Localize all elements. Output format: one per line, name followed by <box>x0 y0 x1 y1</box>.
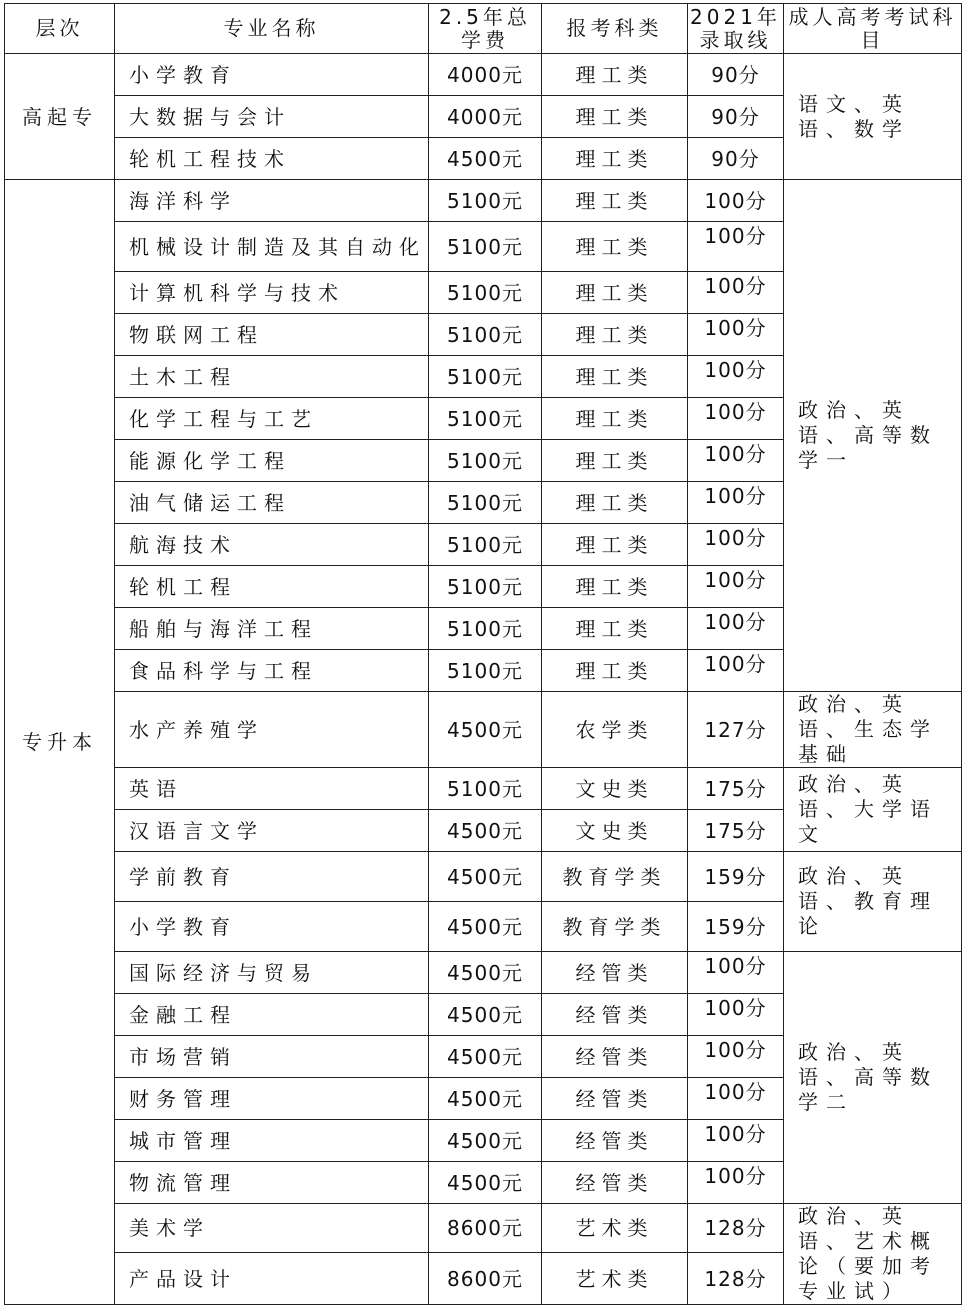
header-category: 报考科类 <box>542 4 688 54</box>
score-cell: 100分 <box>688 180 784 222</box>
fee-cell: 4500元 <box>429 692 542 768</box>
major-name-cell: 城市管理 <box>115 1120 429 1162</box>
admission-table <box>4 3 962 1305</box>
major-name-cell: 产品设计 <box>115 1253 429 1305</box>
category-cell: 经管类 <box>542 952 688 994</box>
score-cell: 175分 <box>688 768 784 810</box>
fee-cell: 5100元 <box>429 566 542 608</box>
major-name-cell: 化学工程与工艺 <box>115 398 429 440</box>
score-cell: 90分 <box>688 54 784 96</box>
score-cell: 100分 <box>688 952 784 994</box>
major-name-cell: 财务管理 <box>115 1078 429 1120</box>
score-cell: 90分 <box>688 138 784 180</box>
category-cell: 艺术类 <box>542 1204 688 1253</box>
category-cell: 理工类 <box>542 524 688 566</box>
category-cell: 经管类 <box>542 1036 688 1078</box>
table-row <box>5 952 962 994</box>
category-cell: 经管类 <box>542 994 688 1036</box>
fee-cell: 5100元 <box>429 398 542 440</box>
score-cell: 100分 <box>688 398 784 440</box>
category-cell: 教育学类 <box>542 902 688 952</box>
major-name-cell: 航海技术 <box>115 524 429 566</box>
major-name-cell: 大数据与会计 <box>115 96 429 138</box>
score-cell: 100分 <box>688 1120 784 1162</box>
major-name-cell: 英语 <box>115 768 429 810</box>
exam-subjects-cell: 语文、英语、数学 <box>784 54 962 180</box>
category-cell: 理工类 <box>542 566 688 608</box>
category-cell: 理工类 <box>542 398 688 440</box>
fee-cell: 5100元 <box>429 524 542 566</box>
major-name-cell: 能源化学工程 <box>115 440 429 482</box>
category-cell: 理工类 <box>542 650 688 692</box>
header-fee: 2.5年总学费 <box>429 4 542 54</box>
fee-cell: 4500元 <box>429 138 542 180</box>
category-cell: 理工类 <box>542 138 688 180</box>
score-cell: 100分 <box>688 356 784 398</box>
fee-cell: 4500元 <box>429 1162 542 1204</box>
major-name-cell: 轮机工程 <box>115 566 429 608</box>
category-cell: 农学类 <box>542 692 688 768</box>
category-cell: 经管类 <box>542 1120 688 1162</box>
fee-cell: 5100元 <box>429 650 542 692</box>
score-cell: 159分 <box>688 852 784 902</box>
header-score: 2021年录取线 <box>688 4 784 54</box>
score-cell: 100分 <box>688 524 784 566</box>
major-name-cell: 船舶与海洋工程 <box>115 608 429 650</box>
score-cell: 100分 <box>688 222 784 272</box>
fee-cell: 4500元 <box>429 994 542 1036</box>
major-name-cell: 市场营销 <box>115 1036 429 1078</box>
fee-cell: 5100元 <box>429 768 542 810</box>
fee-cell: 4500元 <box>429 1036 542 1078</box>
major-name-cell: 油气储运工程 <box>115 482 429 524</box>
score-cell: 159分 <box>688 902 784 952</box>
header-subjects: 成人高考考试科目 <box>784 4 962 54</box>
category-cell: 理工类 <box>542 180 688 222</box>
category-cell: 理工类 <box>542 356 688 398</box>
major-name-cell: 海洋科学 <box>115 180 429 222</box>
category-cell: 理工类 <box>542 608 688 650</box>
score-cell: 100分 <box>688 482 784 524</box>
fee-cell: 4500元 <box>429 852 542 902</box>
exam-subjects-cell: 政治、英语、高等数学二 <box>784 952 962 1204</box>
fee-cell: 5100元 <box>429 356 542 398</box>
category-cell: 文史类 <box>542 810 688 852</box>
fee-cell: 5100元 <box>429 180 542 222</box>
score-cell: 100分 <box>688 440 784 482</box>
major-name-cell: 机械设计制造及其自动化 <box>115 222 429 272</box>
header-row <box>5 4 962 54</box>
header-level: 层次 <box>5 4 115 54</box>
category-cell: 理工类 <box>542 222 688 272</box>
category-cell: 理工类 <box>542 96 688 138</box>
score-cell: 90分 <box>688 96 784 138</box>
category-cell: 经管类 <box>542 1078 688 1120</box>
major-name-cell: 食品科学与工程 <box>115 650 429 692</box>
major-name-cell: 轮机工程技术 <box>115 138 429 180</box>
major-name-cell: 物联网工程 <box>115 314 429 356</box>
fee-cell: 5100元 <box>429 608 542 650</box>
table-row <box>5 180 962 222</box>
table-row <box>5 852 962 902</box>
major-name-cell: 物流管理 <box>115 1162 429 1204</box>
major-name-cell: 汉语言文学 <box>115 810 429 852</box>
category-cell: 文史类 <box>542 768 688 810</box>
score-cell: 175分 <box>688 810 784 852</box>
category-cell: 艺术类 <box>542 1253 688 1305</box>
major-name-cell: 小学教育 <box>115 902 429 952</box>
exam-subjects-cell: 政治、英语、高等数学一 <box>784 180 962 692</box>
fee-cell: 4500元 <box>429 810 542 852</box>
major-name-cell: 国际经济与贸易 <box>115 952 429 994</box>
score-cell: 100分 <box>688 1078 784 1120</box>
fee-cell: 5100元 <box>429 482 542 524</box>
major-name-cell: 土木工程 <box>115 356 429 398</box>
score-cell: 100分 <box>688 272 784 314</box>
category-cell: 理工类 <box>542 482 688 524</box>
major-name-cell: 金融工程 <box>115 994 429 1036</box>
fee-cell: 5100元 <box>429 314 542 356</box>
fee-cell: 5100元 <box>429 222 542 272</box>
header-major: 专业名称 <box>115 4 429 54</box>
table-row <box>5 768 962 810</box>
fee-cell: 5100元 <box>429 272 542 314</box>
exam-subjects-cell: 政治、英语、教育理论 <box>784 852 962 952</box>
score-cell: 100分 <box>688 566 784 608</box>
table-row <box>5 692 962 768</box>
major-name-cell: 学前教育 <box>115 852 429 902</box>
major-name-cell: 水产养殖学 <box>115 692 429 768</box>
score-cell: 100分 <box>688 650 784 692</box>
score-cell: 128分 <box>688 1253 784 1305</box>
fee-cell: 4000元 <box>429 96 542 138</box>
table-row <box>5 54 962 96</box>
score-cell: 128分 <box>688 1204 784 1253</box>
major-name-cell: 计算机科学与技术 <box>115 272 429 314</box>
exam-subjects-cell: 政治、英语、生态学基础 <box>784 692 962 768</box>
score-cell: 100分 <box>688 1036 784 1078</box>
category-cell: 经管类 <box>542 1162 688 1204</box>
category-cell: 理工类 <box>542 314 688 356</box>
score-cell: 100分 <box>688 608 784 650</box>
fee-cell: 4500元 <box>429 902 542 952</box>
fee-cell: 5100元 <box>429 440 542 482</box>
major-name-cell: 美术学 <box>115 1204 429 1253</box>
category-cell: 理工类 <box>542 54 688 96</box>
fee-cell: 4000元 <box>429 54 542 96</box>
score-cell: 100分 <box>688 1162 784 1204</box>
level-cell: 专升本 <box>5 180 115 1305</box>
exam-subjects-cell: 政治、英语、艺术概论（要加考专业试） <box>784 1204 962 1305</box>
category-cell: 理工类 <box>542 440 688 482</box>
category-cell: 教育学类 <box>542 852 688 902</box>
fee-cell: 4500元 <box>429 952 542 994</box>
fee-cell: 4500元 <box>429 1120 542 1162</box>
exam-subjects-cell: 政治、英语、大学语文 <box>784 768 962 852</box>
fee-cell: 8600元 <box>429 1204 542 1253</box>
score-cell: 100分 <box>688 314 784 356</box>
table-row <box>5 1204 962 1253</box>
score-cell: 100分 <box>688 994 784 1036</box>
level-cell: 高起专 <box>5 54 115 180</box>
score-cell: 127分 <box>688 692 784 768</box>
category-cell: 理工类 <box>542 272 688 314</box>
fee-cell: 4500元 <box>429 1078 542 1120</box>
fee-cell: 8600元 <box>429 1253 542 1305</box>
major-name-cell: 小学教育 <box>115 54 429 96</box>
